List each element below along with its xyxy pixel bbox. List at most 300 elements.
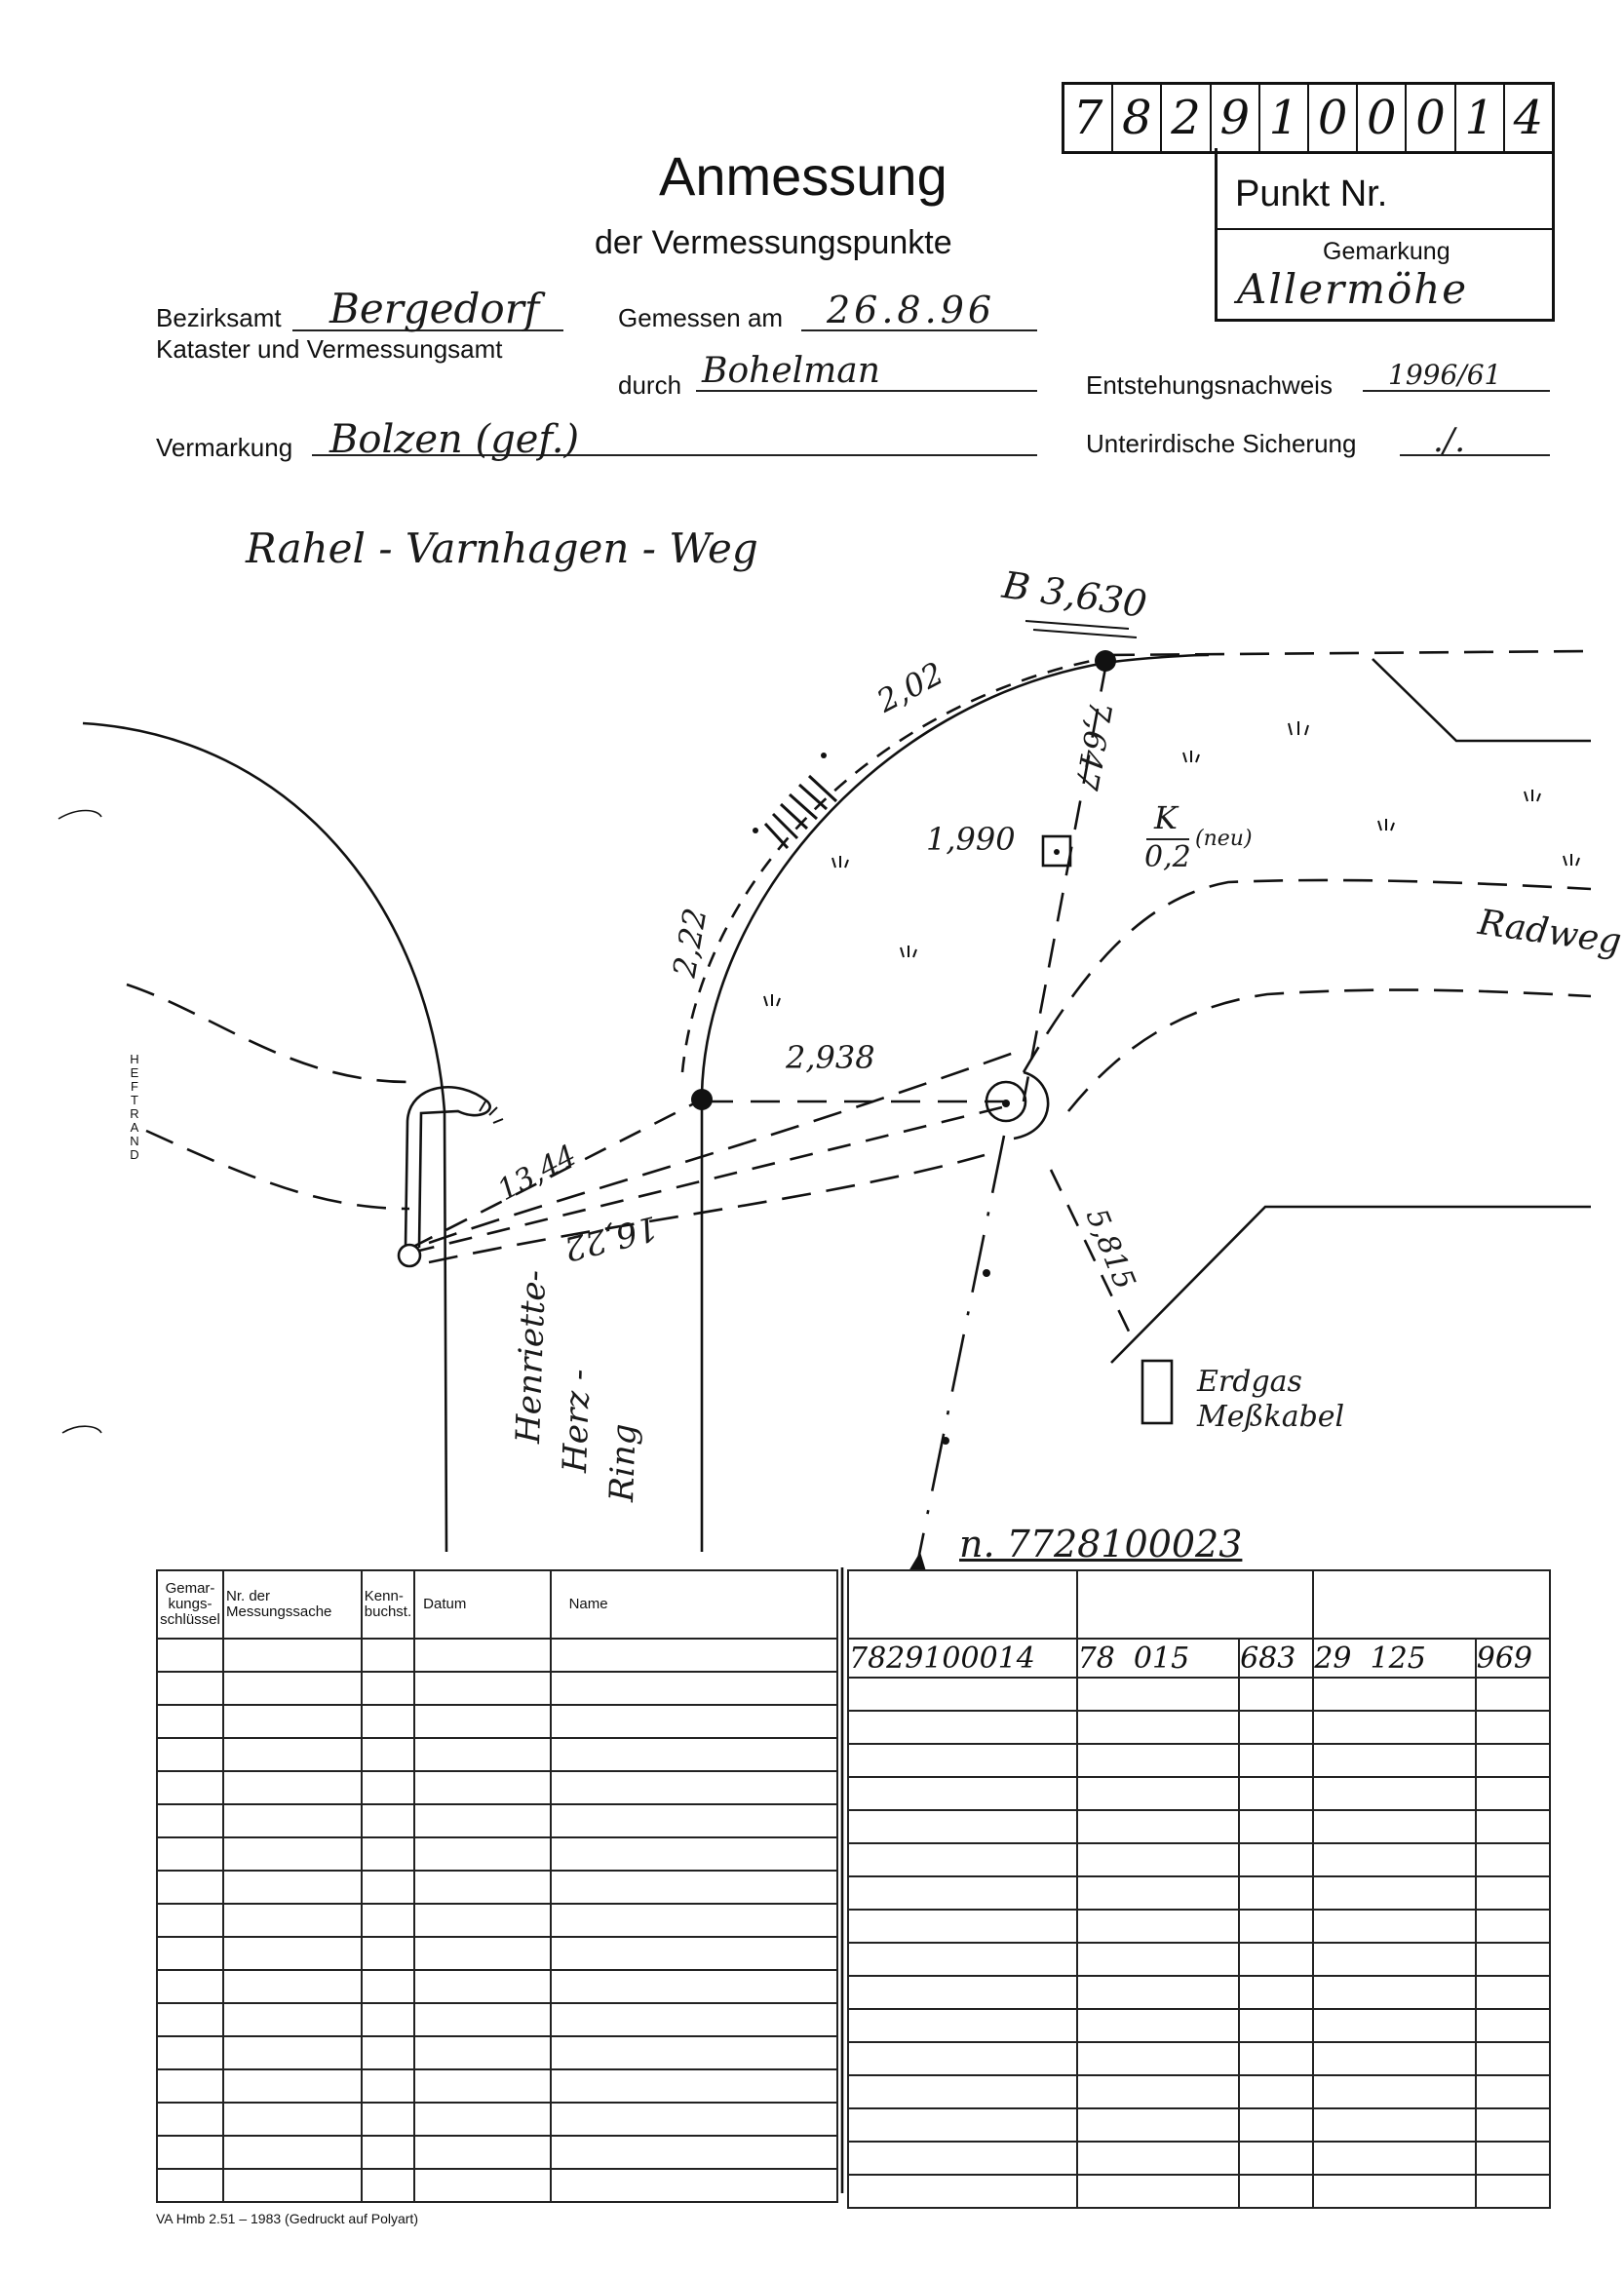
table-cell [414,2003,550,2036]
coord-cell [1313,1744,1475,1777]
coord-cell [1239,2009,1313,2042]
hook-circle [399,1245,420,1266]
coord-row [848,2042,1550,2075]
coord-cell [1313,1777,1475,1810]
coordinates-table [847,1569,1551,2209]
grass-tuft [480,1101,503,1123]
coord-row [848,2108,1550,2142]
table-cell [551,1738,837,1771]
street-side-line-2: Herz - [556,1368,599,1474]
coord-cell [1476,1678,1550,1711]
coord-row [848,1810,1550,1843]
coord-cell [848,1777,1077,1810]
ref-direction-line [918,1136,1004,1560]
grass-tuft [832,856,848,868]
ref-point-label: n. 7728100023 [959,1523,1243,1565]
survey-point-top [1095,650,1116,672]
target-dot [1002,1100,1010,1107]
table-cell [414,1705,550,1738]
coord-y-mid: 125 [1370,1641,1426,1676]
vermarkung-value: Bolzen (gef.) [329,417,580,462]
punkt-digit: 0 [1309,85,1358,151]
b-underline [1025,621,1137,637]
heftrand-label [129,1053,140,1162]
table-cell [414,1804,550,1837]
table-cell [551,1639,837,1672]
coord-cell [1077,1910,1239,1943]
punkt-digit: 2 [1162,85,1211,151]
table-cell [362,2103,414,2136]
grass-tuft [1183,751,1199,762]
table-row [157,2003,837,2036]
coord-cell [1476,1711,1550,1744]
survey-point-left [691,1089,713,1110]
coord-cell [1239,2108,1313,2142]
coord-cell [1476,2075,1550,2108]
table-row [157,1837,837,1871]
table-cell [551,1904,837,1937]
coord-cell [848,1976,1077,2009]
table-row [157,1804,837,1837]
coord-cell [1313,2108,1475,2142]
measure-7647: 7,647 [1067,698,1120,793]
table-row [157,2069,837,2103]
table-cell [551,1771,837,1804]
coord-cell [1239,1777,1313,1810]
table-cell [223,1804,362,1837]
table-cell [362,1738,414,1771]
measure-202: 2,02 [870,654,949,720]
coord-x-suffix: 683 [1239,1639,1313,1678]
table-cell [157,2103,223,2136]
coord-cell [1239,2042,1313,2075]
table-row [157,1904,837,1937]
punkt-digit: 8 [1113,85,1162,151]
coord-cell [1239,1910,1313,1943]
coord-cell [848,2108,1077,2142]
table-cell [157,1937,223,1970]
coord-cell [1313,1711,1475,1744]
coord-x-mid: 015 [1133,1641,1190,1676]
table-cell [157,2069,223,2103]
table-cell [551,2169,837,2202]
coord-row [848,1678,1550,1711]
coord-cell [848,1943,1077,1976]
coord-cell [1239,1843,1313,1876]
coord-cell [1476,1744,1550,1777]
coord-cell [848,1876,1077,1910]
coord-cell [1313,1976,1475,2009]
measure-1344: 13,44 [491,1138,583,1209]
table-cell [414,1937,550,1970]
coord-cell [848,2142,1077,2175]
table-cell [362,1904,414,1937]
left-dashed-1 [127,985,409,1082]
coord-cell [1077,2108,1239,2142]
coord-point-number: 7829100014 [848,1639,1077,1678]
col-kennbuchstabe: Kenn- buchst. [362,1570,414,1639]
coord-cell [848,1910,1077,1943]
col-name: Name [551,1570,837,1639]
table-cell [223,2036,362,2069]
table-row [157,1738,837,1771]
table-row [157,1771,837,1804]
table-cell [414,1672,550,1705]
durch-value: Bohelman [702,351,880,391]
coord-cell [848,2075,1077,2108]
punkt-digit: 4 [1513,91,1544,145]
measure-1990: 1,990 [926,821,1016,858]
table-row [157,1705,837,1738]
k-fraction-line [1146,838,1189,840]
heftrand-letter: E [130,1065,139,1080]
table-cell [157,2136,223,2169]
coord-row [848,1843,1550,1876]
table-cell [414,1904,550,1937]
entstehung-value: 1996/61 [1388,359,1502,391]
sicherung-label: Unterirdische Sicherung [1086,429,1357,458]
heftrand-letter: D [130,1147,139,1162]
coord-cell [1476,1943,1550,1976]
table-cell [551,1837,837,1871]
table-cell [157,2003,223,2036]
table-cell [362,1804,414,1837]
punkt-digit: 1 [1456,85,1505,151]
coord-row [848,1744,1550,1777]
coord-cell [1313,1678,1475,1711]
punkt-digit: 7 [1064,85,1113,151]
coord-cell [1077,1810,1239,1843]
coord-header-cell [1077,1570,1314,1639]
table-cell [551,2136,837,2169]
table-cell [551,2003,837,2036]
hook-symbol [406,1087,490,1248]
sicherung-value: ./. [1433,421,1466,460]
coord-cell [1476,1810,1550,1843]
heftrand-letter: F [131,1079,138,1094]
table-cell [157,2036,223,2069]
coord-row [848,1711,1550,1744]
table-cell [414,1738,550,1771]
table-cell [414,1871,550,1904]
table-row [157,2136,837,2169]
coord-cell [1239,1711,1313,1744]
coord-cell [848,2009,1077,2042]
punkt-digit: 0 [1358,85,1407,151]
coord-cell [1239,2175,1313,2208]
table-cell [551,1871,837,1904]
table-cell [157,2169,223,2202]
coord-row [848,1876,1550,1910]
table-cell [157,1871,223,1904]
dash-dot [753,828,758,833]
kataster-label: Kataster und Vermessungsamt [156,334,503,364]
page-title: Anmessung [659,145,947,207]
table-cell [157,1771,223,1804]
coord-cell [1239,1744,1313,1777]
table-cell [362,1771,414,1804]
heftrand-letter: R [130,1106,139,1121]
coord-cell [1313,1810,1475,1843]
coord-row [848,2075,1550,2108]
heftrand-letter: T [131,1093,138,1107]
punch-mark-1 [58,811,101,820]
page-subtitle: der Vermessungspunkte [595,224,952,261]
bezirksamt-label: Bezirksamt [156,303,282,332]
table-row [157,2103,837,2136]
table-cell [157,1904,223,1937]
coord-cell [1077,1843,1239,1876]
erdgas-symbol [1142,1361,1172,1423]
coord-cell [1476,1843,1550,1876]
coord-cell [1239,1976,1313,2009]
table-cell [551,1672,837,1705]
table-cell [551,2069,837,2103]
table-cell [157,1672,223,1705]
heftrand-letter: A [130,1120,139,1135]
coord-cell [848,1744,1077,1777]
coord-cell [1077,1744,1239,1777]
table-cell [414,2169,550,2202]
coord-x-prefix: 78 [1077,1641,1115,1676]
coord-row [848,2175,1550,2208]
coord-cell [1476,2142,1550,2175]
grass-tuft [1289,721,1308,735]
table-header-row [157,1570,837,1639]
messkabel-label: Meßkabel [1197,1400,1345,1434]
k-value: 0,2 [1144,840,1191,874]
coord-cell [1476,1876,1550,1910]
punch-mark-2 [62,1426,101,1433]
gemarkung-label: Gemarkung [1323,238,1450,265]
coord-cell [1313,1943,1475,1976]
coord-cell [1476,1910,1550,1943]
coord-cell [1077,1777,1239,1810]
table-cell [414,2069,550,2103]
coord-cell [848,2175,1077,2208]
measure-1622: 16,22 [560,1207,662,1269]
table-cell [223,1705,362,1738]
table-cell [223,2136,362,2169]
coord-cell [1313,2042,1475,2075]
coord-row [848,1910,1550,1943]
street-side-line-1: Henriette- [509,1269,555,1445]
coord-cell [1077,2142,1239,2175]
grass-tuft [1378,819,1394,830]
erdgas-label: Erdgas [1197,1365,1302,1399]
coord-cell [1077,2175,1239,2208]
table-cell [223,1970,362,2003]
b-height-label: B 3,630 [999,562,1150,627]
table-cell [362,1837,414,1871]
coord-cell [848,1711,1077,1744]
table-row [157,1970,837,2003]
coord-cell [1476,2108,1550,2142]
measure-222: 2,22 [665,905,715,981]
left-dashed-2 [146,1131,409,1209]
table-cell [414,1639,550,1672]
coord-cell [1476,2009,1550,2042]
hatch-marks [765,776,836,848]
coord-row [848,1976,1550,2009]
table-cell [223,2169,362,2202]
coord-row [848,1943,1550,1976]
table-cell [362,2169,414,2202]
grass-tuft [764,994,780,1006]
coord-cell [1077,1876,1239,1910]
coord-cell [848,2042,1077,2075]
coord-row [848,1777,1550,1810]
ref-dot [983,1269,990,1277]
table-cell [362,2136,414,2169]
heftrand-letter: H [130,1052,139,1066]
coord-cell [1313,2175,1475,2208]
coord-cell [1239,2142,1313,2175]
punkt-digit: 9 [1212,85,1260,151]
table-cell [223,1738,362,1771]
grass-tuft [1564,854,1579,866]
bezirksamt-value: Bergedorf [329,285,540,332]
coord-cell [1239,1943,1313,1976]
coord-x-part [1077,1639,1239,1678]
table-cell [223,1904,362,1937]
table-cell [362,2069,414,2103]
table-cell [157,1639,223,1672]
k-dot [1054,849,1060,855]
table-cell [223,1639,362,1672]
coord-y-part [1313,1639,1475,1678]
coord-header-cell [848,1570,1077,1639]
measure-5815: 5,815 [1078,1204,1142,1294]
table-cell [362,1639,414,1672]
coord-header-row [848,1570,1550,1639]
entstehung-label: Entstehungsnachweis [1086,370,1333,400]
table-cell [223,2069,362,2103]
col-messungssache: Nr. der Messungssache [223,1570,362,1639]
coord-cell [1313,2009,1475,2042]
coord-cell [1313,1910,1475,1943]
curb-arc [702,655,1209,1094]
table-row [157,1937,837,1970]
top-boundary-dashed [1105,651,1591,655]
top-right-lot [1373,659,1591,741]
coord-cell [848,1843,1077,1876]
table-cell [223,1837,362,1871]
table-cell [223,2003,362,2036]
measure-2938: 2,938 [786,1039,875,1076]
grass-tuft [901,946,916,957]
table-row [157,1871,837,1904]
table-cell [414,2103,550,2136]
street-name-side-3 [602,1306,726,1505]
dash-dot [821,753,827,758]
right-lot-boundary [1111,1207,1591,1363]
durch-label: durch [618,370,682,400]
table-cell [551,1970,837,2003]
table-cell [414,1771,550,1804]
ref-dot [942,1437,949,1445]
table-cell [223,1937,362,1970]
coord-cell [1313,1843,1475,1876]
heftrand-letter: N [130,1134,139,1148]
coord-cell [1077,1943,1239,1976]
radweg-label: Radweg [1475,902,1624,963]
coord-data-row [848,1639,1550,1678]
coord-cell [1476,1976,1550,2009]
coord-cell [1476,2175,1550,2208]
table-cell [362,1871,414,1904]
table-cell [157,1804,223,1837]
table-cell [157,1970,223,2003]
coord-cell [1239,2075,1313,2108]
coord-cell [1476,2042,1550,2075]
coord-cell [848,1810,1077,1843]
coord-cell [1077,1976,1239,2009]
table-cell [223,1771,362,1804]
k-label: K [1154,799,1178,836]
table-cell [362,2003,414,2036]
form-footer: VA Hmb 2.51 – 1983 (Gedruckt auf Polyart) [156,2211,418,2226]
gemarkung-value: Allermöhe [1237,265,1469,313]
coord-header-cell [1313,1570,1550,1639]
mid-dashed-1 [429,1053,1014,1243]
coord-cell [1077,1678,1239,1711]
coord-cell [1313,2075,1475,2108]
coord-cell [1313,2142,1475,2175]
table-cell [223,1672,362,1705]
coord-row [848,2142,1550,2175]
gemessen-value: 26.8.96 [827,289,996,331]
table-cell [414,1837,550,1871]
punkt-digit: 1 [1260,85,1309,151]
table-cell [362,1672,414,1705]
coord-y-suffix: 969 [1476,1639,1550,1678]
coord-cell [1077,1711,1239,1744]
punkt-digit: 0 [1407,85,1455,151]
table-cell [551,1705,837,1738]
coord-cell [848,1678,1077,1711]
table-row [157,1672,837,1705]
radweg-dashed-2 [1068,990,1591,1111]
col-datum: Datum [414,1570,550,1639]
coord-cell [1239,1810,1313,1843]
coord-cell [1077,2042,1239,2075]
street-side-line-3: Ring [602,1422,644,1503]
gemessen-label: Gemessen am [618,303,784,332]
coord-cell [1239,1876,1313,1910]
table-cell [223,1871,362,1904]
table-row [157,1639,837,1672]
street-name-top: Rahel - Varnhagen - Weg [246,524,758,572]
table-cell [362,1970,414,2003]
table-row [157,2036,837,2069]
vermarkung-label: Vermarkung [156,433,293,462]
table-cell [551,1804,837,1837]
coord-cell [1077,2075,1239,2108]
table-cell [157,1738,223,1771]
messungssache-table [156,1569,838,2203]
table-cell [414,2136,550,2169]
table-cell [551,2103,837,2136]
coord-row [848,2009,1550,2042]
table-cell [551,2036,837,2069]
table-cell [551,1937,837,1970]
coord-cell [1077,2009,1239,2042]
table-cell [414,1970,550,2003]
table-cell [362,1937,414,1970]
punkt-nr-label: Punkt Nr. [1235,174,1388,214]
grass-tuft [1525,790,1540,801]
